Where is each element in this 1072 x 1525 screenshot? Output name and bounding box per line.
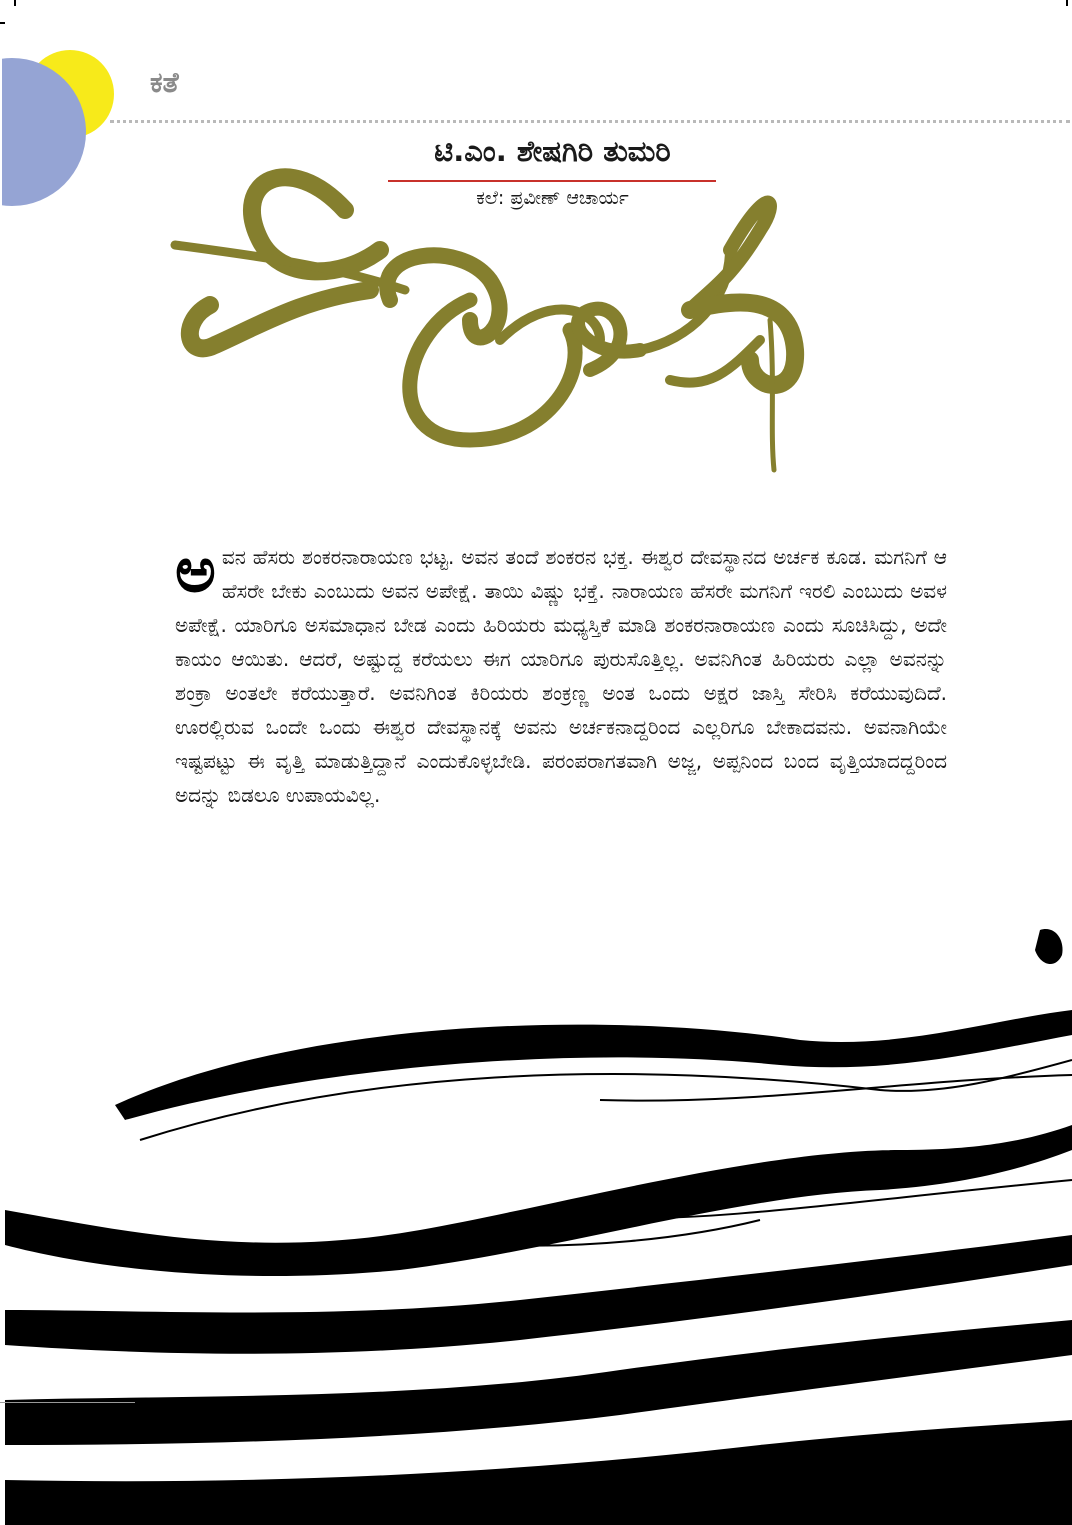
dotted-divider <box>110 120 1070 123</box>
brush-stroke-illustration <box>0 900 1072 1525</box>
story-body <box>175 533 947 812</box>
author-name: ಟಿ.ಎಂ. ಶೇಷಗಿರಿ ತುಮರಿ <box>434 134 671 168</box>
drop-cap: ಅ <box>175 533 216 606</box>
crop-mark-left <box>0 22 5 24</box>
illustrator-credit: ಕಲೆ: ಪ್ರವೀಣ್ ಆಚಾರ್ಯ <box>476 187 629 209</box>
decorative-circles <box>0 50 120 210</box>
section-label: ಕತೆ <box>150 66 179 99</box>
crop-mark-top-left <box>14 0 16 6</box>
crop-mark-top-right <box>1066 0 1068 6</box>
story-paragraph: ವನ ಹೆಸರು ಶಂಕರನಾರಾಯಣ ಭಟ್ಟ. ಅವನ ತಂದೆ ಶಂಕರನ ಭಕ್ತ. ಈಶ್ವರ ದೇವಸ್ಥಾನದ ಅರ್ಚಕ ಕೂಡ. ಮಗನಿಗೆ ಆ ಹೆಸರೇ ಬೇಕು ಎಂಬುದು ಅವನ ಅಪೇಕ್ಷೆ. ತಾಯಿ ವಿಷ್ಣು ಭಕ್ತೆ. ನಾರಾಯಣ ಹೆಸರೇ ಮಗನಿಗೆ ಇರಲಿ ಎಂಬುದು ಅವಳ ಅಪೇಕ್ಷೆ. ಯಾರಿಗೂ ಅಸಮಾಧಾನ ಬೇಡ ಎಂದು ಹಿರಿಯರು ಮಧ್ಯಸ್ತಿಕೆ ಮಾಡಿ ಶಂಕರನಾರಾಯಣ ಎಂದು ಸೂಚಿಸಿದ್ದು, ಅದೇ ಕಾಯಂ ಆಯಿತು. ಆದರೆ, ಅಷ್ಟುದ್ದ ಕರೆಯಲು ಈಗ ಯಾರಿಗೂ ಪುರುಸೊತ್ತಿಲ್ಲ. ಅವನಿಗಿಂತ ಹಿರಿಯರು ಎಲ್ಲಾ ಅವನನ್ನು ಶಂಕ್ರಾ ಅಂತಲೇ ಕರೆಯುತ್ತಾರೆ. ಅವನಿಗಿಂತ ಕಿರಿಯರು ಶಂಕ್ರಣ್ಣ ಅಂತ ಒಂದು ಅಕ್ಷರ ಜಾಸ್ತಿ ಸೇರಿಸಿ ಕರೆಯುವುದಿದೆ. ಊರಲ್ಲಿರುವ ಒಂದೇ ಒಂದು ಈಶ್ವರ ದೇವಸ್ಥಾನಕ್ಕೆ ಅವನು ಅರ್ಚಕನಾದ್ದರಿಂದ ಎಲ್ಲರಿಗೂ ಬೇಕಾದವನು. ಅವನಾಗಿಯೇ ಇಷ್ಟಪಟ್ಟು ಈ ವೃತ್ತಿ ಮಾಡುತ್ತಿದ್ದಾನೆ ಎಂದುಕೊಳ್ಳಬೇಡಿ. ಪರಂಪರಾಗತವಾಗಿ ಅಜ್ಜ, ಅಪ್ಪನಿಂದ ಬಂದ ವೃತ್ತಿಯಾದದ್ದರಿಂದ ಅದನ್ನು ಬಿಡಲೂ ಉಪಾಯವಿಲ್ಲ. <box>175 545 947 807</box>
author-underline <box>388 180 716 182</box>
bottom-left-rule <box>0 1402 135 1403</box>
